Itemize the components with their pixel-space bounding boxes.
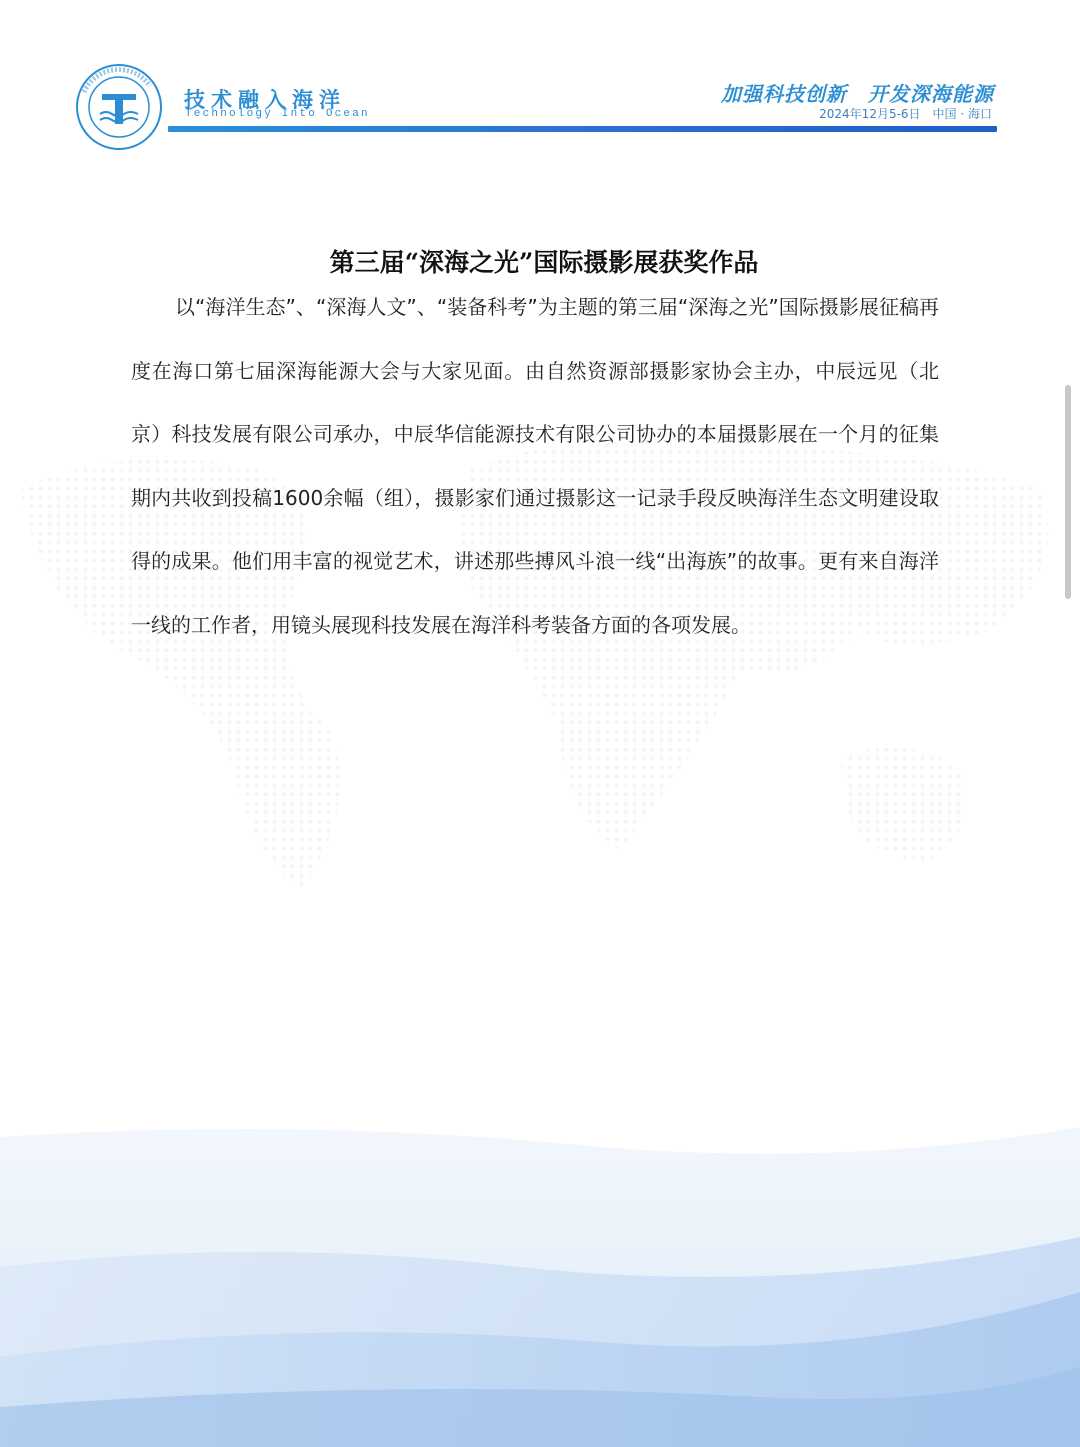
conference-theme: 加强科技创新 开发深海能源 [721, 82, 994, 106]
event-date-location: 2024年12月5-6日 中国 · 海口 [819, 107, 992, 121]
article-title: 第三届“深海之光”国际摄影展获奖作品 [329, 247, 759, 277]
scrollbar[interactable] [1065, 385, 1071, 599]
article-paragraph: 以“海洋生态”、“深海人文”、“装备科考”为主题的第三届“深海之光”国际摄影展征稿再度在海口第七届深海能源大会与大家见面。由自然资源部摄影家协会主办，中辰远见（北京）科技发展有限公司承办，中辰华信能源技术有限公司协办的本届摄影展在一个月的征集期内共收到投稿1600余幅（组），摄影家们通过摄影这一记录手段反映海洋生态文明建设取得的成果。他们用丰富的视觉艺术，讲述那些搏风斗浪一线“出海族”的故事。更有来自海洋一线的工作者，用镜头展现科技发展在海洋科考装备方面的各项发展。 [131, 295, 939, 637]
header-divider [168, 126, 997, 132]
ocean-wave-decoration [0, 1117, 1080, 1447]
conference-logo-icon [74, 62, 164, 152]
slogan-chinese: 技术融入海洋 [184, 87, 346, 112]
slogan-english: Technology Into Ocean [185, 108, 370, 120]
conference-header [0, 0, 1080, 150]
